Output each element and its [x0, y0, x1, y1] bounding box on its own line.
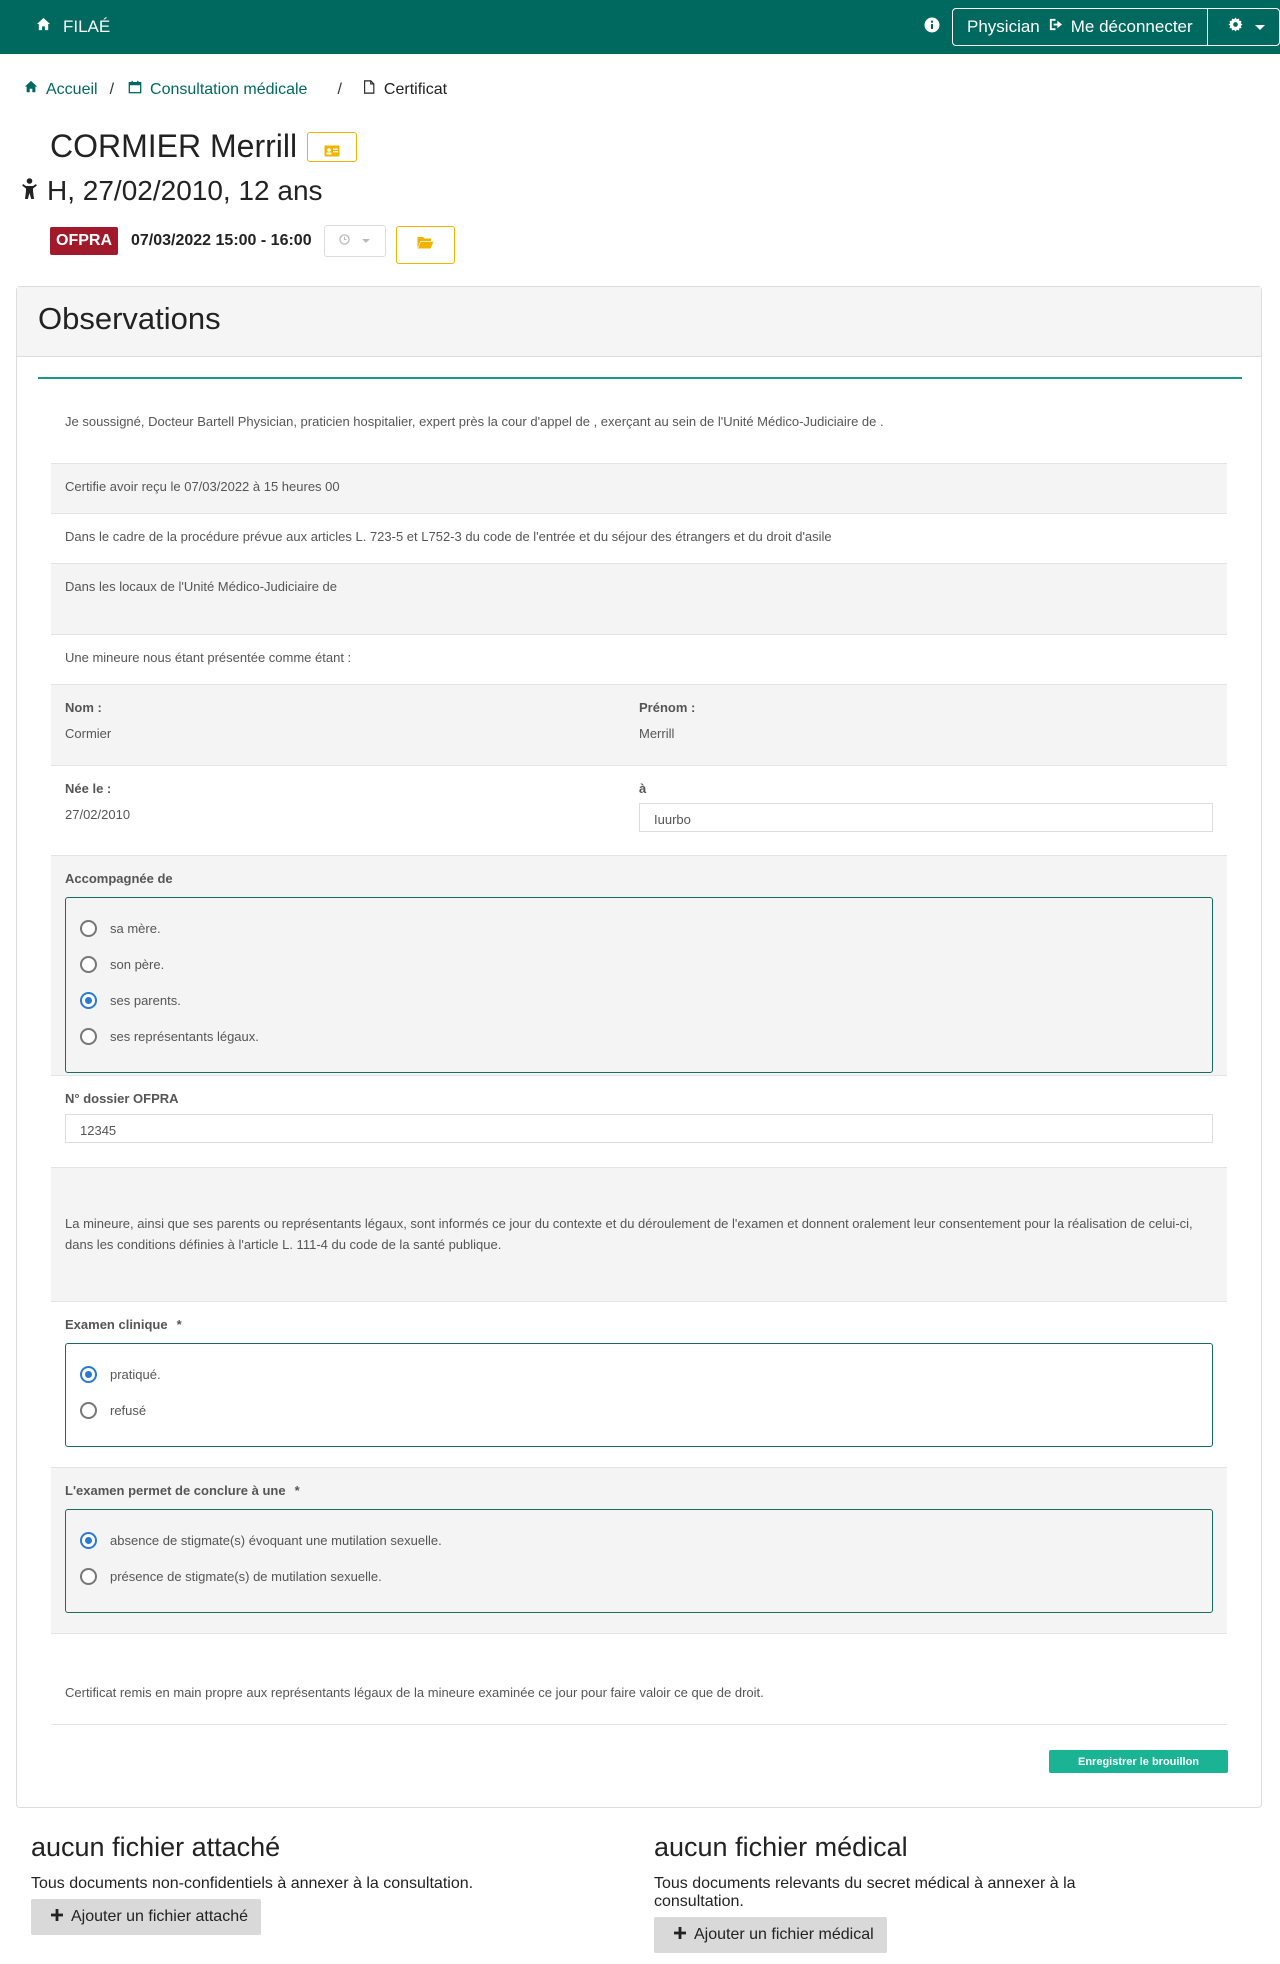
patient-name-row: [50, 128, 357, 165]
required-mark: *: [176, 1317, 182, 1332]
file-icon: [362, 80, 376, 99]
settings-dropdown[interactable]: [1208, 9, 1279, 45]
radio-option-label: ses représentants légaux.: [110, 1028, 259, 1044]
nom-label: Nom :: [65, 700, 102, 715]
intro-text: Je soussigné, Docteur Bartell Physician, praticien hospitalier, expert près la cour d'appel de , exerçant au sein de l'Unité Médico-Judiciaire de .: [65, 414, 884, 429]
card-title: Observations: [38, 301, 221, 336]
radio-option-label: présence de stigmate(s) de mutilation sexuelle.: [110, 1568, 382, 1584]
add-medical-file-label: Ajouter un fichier médical: [694, 1926, 874, 1943]
add-attached-file-label: Ajouter un fichier attaché: [71, 1908, 248, 1925]
radio-checked-icon[interactable]: [80, 1366, 97, 1383]
consent-text: La mineure, ainsi que ses parents ou représentants légaux, sont informés ce jour du contexte et du déroulement de l'examen et donnent oralement leur consentement pour la réalisation de celui-ci, dans les conditions définies à l'article L. 111-4 du code de la santé publique.: [51, 1167, 1227, 1301]
accompagnee-label: Accompagnée de: [65, 871, 173, 886]
closing-text: Certificat remis en main propre aux représentants légaux de la mineure examinée ce jour pour faire valoir ce que de droit.: [51, 1633, 1227, 1725]
radio-option[interactable]: [80, 1522, 1198, 1558]
dossier-section: [51, 1075, 1227, 1167]
examen-radio-group: [65, 1343, 1213, 1447]
dossier-label: N° dossier OFPRA: [65, 1091, 179, 1106]
logout-label: Me déconnecter: [1070, 17, 1193, 36]
logout-button[interactable]: [953, 9, 1208, 45]
medical-files-section: [654, 1832, 1154, 1953]
radio-option-label: sa mère.: [110, 920, 161, 936]
radio-unchecked-icon[interactable]: [80, 1568, 97, 1585]
presented-text: Une mineure nous étant présentée comme étant :: [51, 634, 1227, 684]
sign-out-icon: [1048, 17, 1063, 37]
birthplace-input[interactable]: Iuurbo: [639, 803, 1213, 832]
prenom-value: Merrill: [639, 726, 675, 741]
top-navbar: [0, 0, 1280, 54]
radio-checked-icon[interactable]: [80, 1532, 97, 1549]
folder-button[interactable]: [396, 226, 455, 264]
breadcrumb-home-label: Accueil: [46, 80, 98, 98]
brand-link[interactable]: [36, 17, 110, 37]
breadcrumb-home[interactable]: [24, 80, 98, 99]
radio-option[interactable]: [80, 910, 1198, 946]
breadcrumb-separator: /: [337, 80, 342, 98]
conclusion-label: L'examen permet de conclure à une: [65, 1483, 286, 1498]
radio-option[interactable]: [80, 1558, 1198, 1594]
radio-unchecked-icon[interactable]: [80, 1402, 97, 1419]
breadcrumb-consultation-label: Consultation médicale: [150, 80, 308, 98]
medical-files-description: Tous documents relevants du secret médical à annexer à la consultation.: [654, 1875, 1076, 1910]
radio-option-label: absence de stigmate(s) évoquant une mutilation sexuelle.: [110, 1532, 442, 1548]
breadcrumb-current-label: Certificat: [383, 80, 448, 98]
id-card-icon: [324, 128, 340, 165]
clock-icon: [339, 232, 350, 250]
chevron-down-icon: [362, 239, 370, 243]
patient-name: CORMIER Merrill: [50, 128, 298, 164]
radio-option[interactable]: [80, 982, 1198, 1018]
info-icon[interactable]: [924, 17, 940, 33]
chevron-down-icon: [1255, 25, 1265, 30]
examen-section: [51, 1301, 1227, 1467]
radio-checked-icon[interactable]: [80, 992, 97, 1009]
home-icon: [24, 80, 38, 99]
birth-row: [51, 765, 1227, 855]
brand-label: FILAÉ: [63, 17, 111, 36]
birthplace-label: à: [639, 781, 647, 796]
folder-open-icon: [417, 236, 434, 254]
radio-option-label: pratiqué.: [110, 1366, 161, 1382]
nom-value: Cormier: [65, 726, 112, 741]
attached-files-section: [31, 1832, 531, 1935]
radio-option-label: son père.: [110, 956, 165, 972]
birthdate-value: 27/02/2010: [65, 807, 131, 822]
patient-card-button[interactable]: [307, 132, 357, 162]
appointment-row: [50, 218, 455, 264]
premises-text: Dans les locaux de l'Unité Médico-Judiciaire de: [51, 563, 1227, 634]
plus-icon: [674, 1926, 686, 1944]
status-select[interactable]: [324, 225, 386, 257]
child-icon: [22, 175, 37, 207]
birthplace-field: [639, 778, 1213, 843]
plus-icon: [51, 1908, 63, 1926]
add-medical-file-button[interactable]: [654, 1917, 887, 1953]
attached-files-description: Tous documents non-confidentiels à annexer à la consultation.: [31, 1875, 474, 1892]
radio-option[interactable]: [80, 1356, 1198, 1392]
radio-option-label: ses parents.: [110, 992, 181, 1008]
conclusion-section: [51, 1467, 1227, 1633]
divider: [38, 377, 1242, 379]
radio-unchecked-icon[interactable]: [80, 1028, 97, 1045]
examen-label: Examen clinique: [65, 1317, 168, 1332]
save-draft-button[interactable]: Enregistrer le brouillon: [1049, 1750, 1228, 1773]
patient-info: H, 27/02/2010, 12 ans: [47, 175, 323, 206]
conclusion-label-row: [65, 1480, 1213, 1501]
birthdate-label: Née le :: [65, 781, 112, 796]
medical-files-title: aucun fichier médical: [654, 1832, 908, 1862]
accompagnee-radio-group: [65, 897, 1213, 1073]
ofpra-badge: OFPRA: [50, 227, 118, 255]
radio-option[interactable]: [80, 1392, 1198, 1428]
card-header: [17, 287, 1261, 357]
name-row: [51, 684, 1227, 765]
observations-card: [16, 286, 1262, 1808]
examen-label-row: [65, 1314, 1213, 1335]
appointment-date: 07/03/2022 15:00 - 16:00: [131, 232, 312, 249]
add-attached-file-button[interactable]: [31, 1899, 261, 1935]
received-text: Certifie avoir reçu le 07/03/2022 à 15 heures 00: [51, 463, 1227, 513]
patient-info-row: [22, 175, 323, 207]
radio-unchecked-icon[interactable]: [80, 956, 97, 973]
radio-unchecked-icon[interactable]: [80, 920, 97, 937]
radio-option-label: refusé: [110, 1402, 147, 1418]
user-menu: [952, 8, 1280, 46]
birthdate-field: [65, 778, 639, 843]
accompagnee-section: [51, 855, 1227, 1075]
breadcrumb-separator: /: [109, 80, 115, 98]
required-mark: *: [294, 1483, 300, 1498]
nom-field: [65, 697, 639, 753]
conclusion-radio-group: [65, 1509, 1213, 1613]
radio-option[interactable]: [80, 1018, 1198, 1054]
breadcrumb: [24, 80, 447, 99]
prenom-field: [639, 697, 1213, 753]
home-icon: [36, 17, 51, 37]
user-label: Physician: [967, 17, 1040, 36]
breadcrumb-consultation[interactable]: [128, 80, 307, 99]
prenom-label: Prénom :: [639, 700, 696, 715]
dossier-input[interactable]: 12345: [65, 1114, 1213, 1143]
radio-option[interactable]: [80, 946, 1198, 982]
attached-files-title: aucun fichier attaché: [31, 1832, 281, 1862]
procedure-text: Dans le cadre de la procédure prévue aux articles L. 723-5 et L752-3 du code de l'entrée et du séjour des étrangers et du droit d'asile: [51, 513, 1227, 563]
gear-icon: [1228, 17, 1243, 37]
calendar-icon: [128, 80, 142, 99]
breadcrumb-current: [362, 80, 447, 99]
